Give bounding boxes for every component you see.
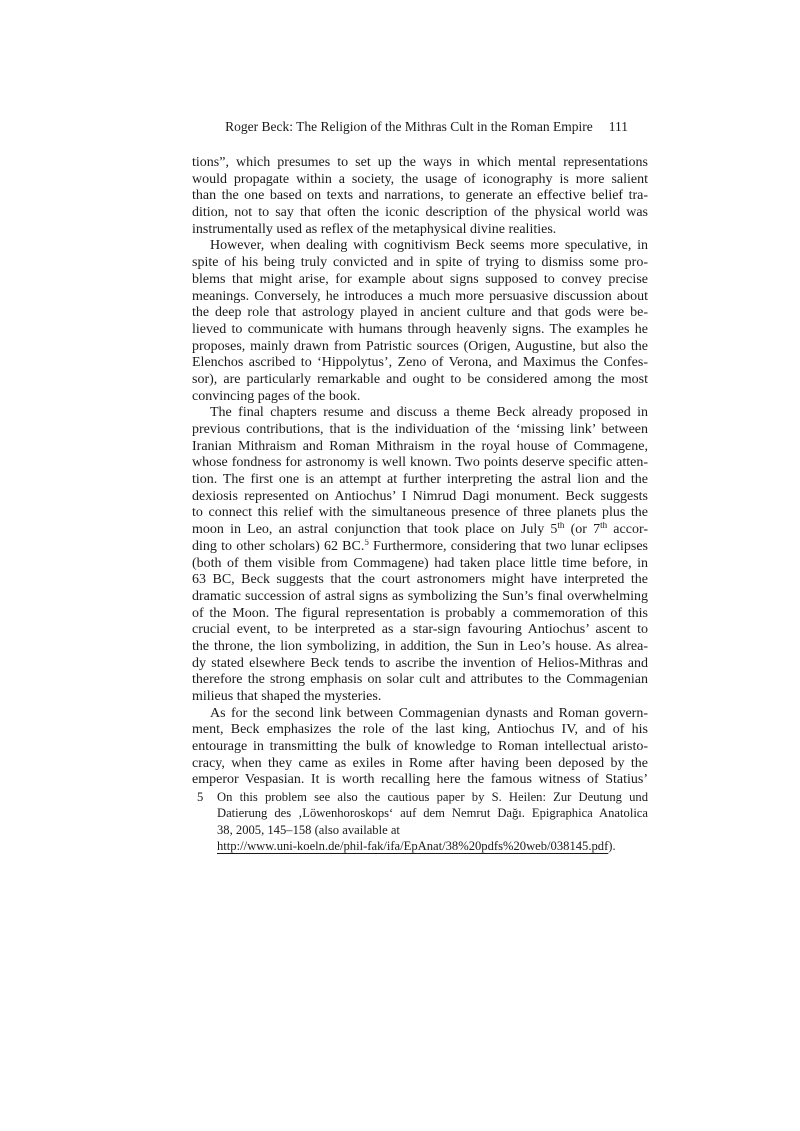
text-line: milieus that shaped the mysteries.: [192, 689, 382, 704]
text-line: However, when dealing with cognitivism Beck seems more speculative, in: [210, 238, 648, 254]
text-line: lieved to communicate with humans through heavenly signs. The examples he: [192, 321, 648, 337]
paragraph: [192, 405, 648, 705]
footnote-number: 5: [197, 790, 204, 804]
paragraph: [192, 238, 648, 405]
footnote-line: [217, 838, 648, 854]
text-line: tions”, which presumes to set up the ways in which mental representations: [192, 155, 648, 170]
text-line: blems that might arise, for example about signs supposed to convey precise: [192, 271, 648, 287]
text-line: The final chapters resume and discuss a theme Beck already proposed in: [210, 405, 648, 421]
text-line: [192, 539, 648, 556]
text-line: the throne, the lion symbolizing, in addition, the Sun in Leo’s house. As alrea-: [192, 638, 648, 654]
text-line: convincing pages of the book.: [192, 388, 361, 404]
text-line: dramatic succession of astral signs as symbolizing the Sun’s final overwhelming: [192, 588, 648, 604]
superscript: th: [600, 522, 608, 531]
footnote: [192, 789, 648, 854]
text-line: proposes, mainly drawn from Patristic sources (Origen, Augustine, but also the: [192, 338, 648, 354]
text-segment: accor-: [607, 522, 648, 538]
text-line: entourage in transmitting the bulk of knowledge to Roman intellectual aristo-: [192, 739, 648, 755]
text-line: emperor Vespasian. It is worth recalling here the famous witness of Statius’: [192, 772, 648, 788]
text-line: tion. The first one is an attempt at further interpreting the astral lion and the: [192, 472, 648, 488]
footnote-url-suffix: ).: [608, 838, 616, 853]
text-line: [192, 522, 648, 539]
text-line: As for the second link between Commagenian dynasts and Roman govern-: [210, 705, 648, 721]
text-segment: Furthermore, considering that two lunar eclipses: [368, 538, 648, 554]
superscript: 5: [364, 538, 369, 547]
paragraph: [192, 155, 648, 238]
running-title: Roger Beck: The Religion of the Mithras Cult in the Roman Empire: [225, 119, 593, 134]
footnote-line: On this problem see also the cautious paper by S. Heilen: Zur Deutung und: [217, 790, 648, 804]
text-line: Iranian Mithraism and Roman Mithraism in the royal house of Commagene,: [192, 438, 648, 454]
footnote-line: 38, 2005, 145–158 (also available at: [217, 822, 400, 837]
text-line: spite of his being truly convicted and in spite of trying to dismiss some pro-: [192, 255, 648, 271]
footnote-text: [217, 789, 648, 854]
text-line: dexiosis represented on Antiochus’ I Nimrud Dagi monument. Beck suggests: [192, 488, 648, 504]
body-text: [192, 155, 648, 789]
page-number: 111: [608, 119, 628, 134]
text-line: previous contributions, that is the individuation of the ‘missing link’ between: [192, 422, 648, 437]
footnote-line: Datierung des ‚Löwenhoroskops‘ auf dem Nemrut Dağı. Epigraphica Anatolica: [217, 806, 648, 821]
text-line: than the one based on texts and narrations, to generate an effective belief tra-: [192, 188, 648, 204]
text-line: ment, Beck emphasizes the role of the last king, Antiochus IV, and of his: [192, 722, 648, 738]
footnote-url-link[interactable]: http://www.uni-koeln.de/phil-fak/ifa/EpAnat/38%20pdfs%20web/038145.pdf: [217, 838, 609, 853]
text-segment: (or 7: [564, 522, 601, 538]
text-line: Elenchos ascribed to ‘Hippolytus’, Zeno of Verona, and Maximus the Confes-: [192, 355, 648, 371]
text-line: therefore the strong emphasis on solar cult and attributes to the Commagenian: [192, 672, 648, 688]
text-line: (both of them visible from Commagene) had taken place little time before, in: [192, 555, 648, 571]
paragraph: [192, 706, 648, 789]
text-segment: moon in Leo, an astral conjunction that took place on July 5: [192, 522, 558, 538]
text-line: 63 BC, Beck suggests that the court astronomers might have interpreted the: [192, 572, 648, 588]
text-line: crucial event, to be interpreted as a star-sign favouring Antiochus’ ascent to: [192, 622, 648, 638]
text-line: cracy, when they came as exiles in Rome after having been deposed by the: [192, 755, 648, 771]
text-line: whose fondness for astronomy is well known. Two points deserve specific atten-: [192, 455, 648, 471]
text-line: sor), are particularly remarkable and ought to be considered among the most: [192, 371, 648, 387]
text-line: instrumentally used as reflex of the metaphysical divine realities.: [192, 221, 557, 237]
text-line: dy stated elsewhere Beck tends to ascribe the invention of Helios-Mithras and: [192, 655, 648, 671]
text-line: meanings. Conversely, he introduces a much more persuasive discussion about: [192, 288, 648, 304]
superscript: th: [557, 522, 565, 531]
text-line: to connect this relief with the simultaneous presence of three planets plus the: [192, 505, 648, 521]
running-header: [192, 118, 648, 136]
text-line: of the Moon. The figural representation is probably a commemoration of this: [192, 605, 648, 621]
text-line: dition, not to say that often the iconic description of the physical world was: [192, 205, 648, 221]
text-line: the deep role that astrology played in ancient culture and that gods were be-: [192, 305, 648, 321]
text-segment: ding to other scholars) 62 BC.: [192, 538, 365, 554]
text-line: would propagate within a society, the usage of iconography is more salient: [192, 171, 648, 187]
